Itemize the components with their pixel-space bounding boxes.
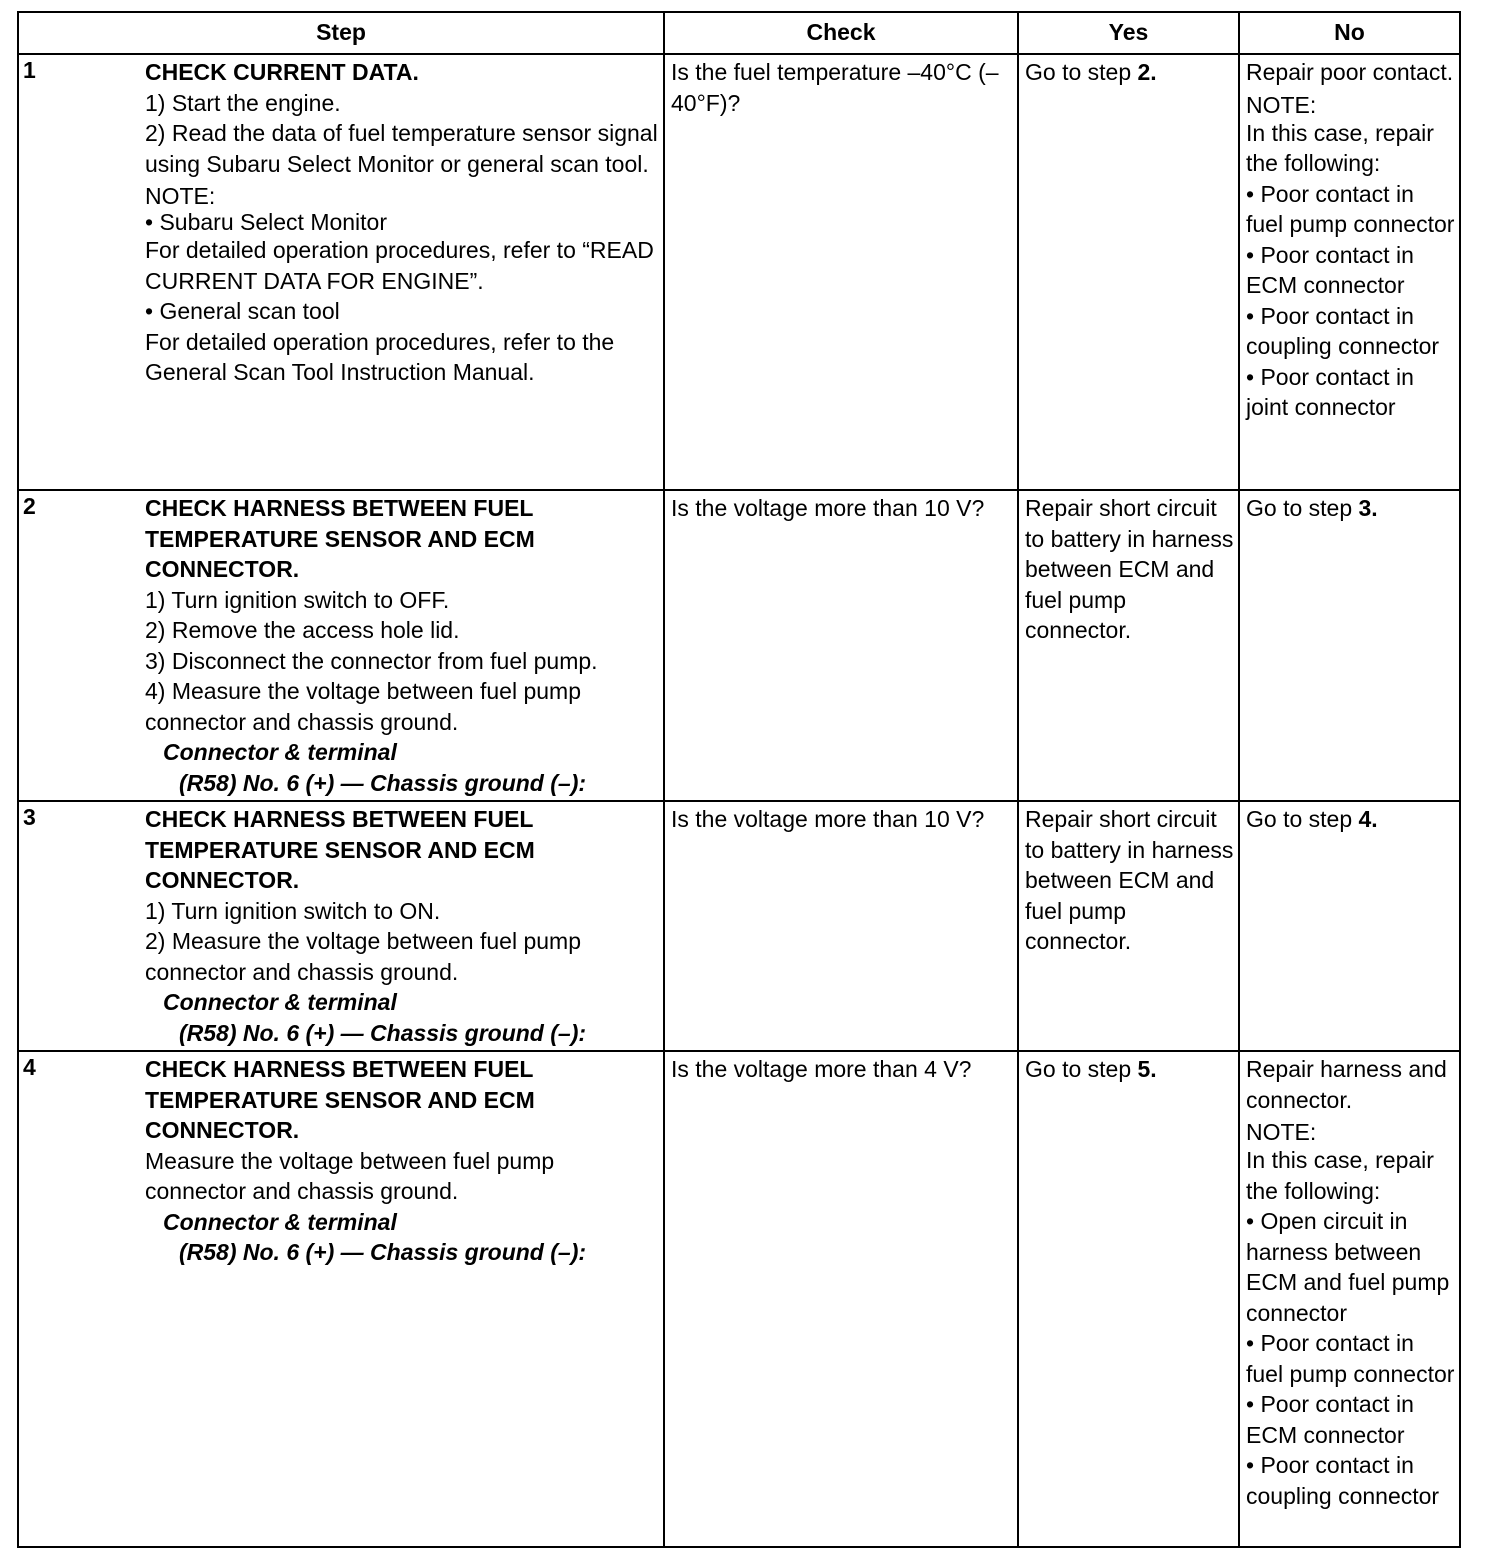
check-question: Is the voltage more than 4 V? <box>671 1056 972 1082</box>
yes-action <box>1019 55 1238 88</box>
step-instruction: 2) Measure the voltage between fuel pump connector and chassis ground. <box>145 928 581 985</box>
step-title: CHECK HARNESS BETWEEN FUEL TEMPERATURE SENSOR AND ECM CONNECTOR. <box>145 1056 535 1143</box>
table-row <box>18 801 1460 1051</box>
step-number: 1 <box>23 57 36 83</box>
no-step-ref: 3. <box>1358 495 1378 521</box>
step-number-cell <box>18 54 139 490</box>
no-note-item: • Open circuit in harness between ECM and fuel pump connector <box>1246 1208 1450 1326</box>
note-item: • General scan tool <box>145 298 340 324</box>
note-label: NOTE: <box>145 183 216 209</box>
no-note-intro: In this case, repair the following: <box>1246 1147 1434 1204</box>
step-number-cell <box>18 1051 139 1547</box>
yes-cell <box>1018 490 1239 801</box>
yes-cell <box>1018 801 1239 1051</box>
step-number-cell <box>18 490 139 801</box>
no-note-label: NOTE: <box>1246 91 1317 118</box>
step-instruction: 3) Disconnect the connector from fuel pump. <box>145 647 598 674</box>
note-item: • Subaru Select Monitor <box>145 209 388 235</box>
no-note-item: • Poor contact in ECM connector <box>1246 1391 1414 1448</box>
note-item: For detailed operation procedures, refer to the General Scan Tool Instruction Manual. <box>145 328 615 385</box>
step-instruction: Measure the voltage between fuel pump connector and chassis ground. <box>145 1147 555 1204</box>
yes-step-ref: 2. <box>1137 59 1157 85</box>
step-title: CHECK HARNESS BETWEEN FUEL TEMPERATURE SENSOR AND ECM CONNECTOR. <box>145 806 535 893</box>
check-cell <box>664 801 1018 1051</box>
no-action <box>1240 802 1459 835</box>
table-row <box>18 1051 1460 1547</box>
step-title: CHECK CURRENT DATA. <box>145 59 419 85</box>
spec-value: (R58) No. 6 (+) — Chassis ground (–): <box>179 1239 587 1265</box>
yes-prefix: Go to step <box>1025 59 1138 85</box>
no-cell <box>1239 801 1460 1051</box>
check-cell <box>664 54 1018 490</box>
no-note-item: • Poor contact in coupling connector <box>1246 302 1440 359</box>
spec-label: Connector & terminal <box>163 1208 397 1235</box>
no-prefix: Go to step <box>1246 806 1359 832</box>
step-cell <box>139 1051 664 1547</box>
no-note-label: NOTE: <box>1246 1119 1317 1145</box>
spec-label: Connector & terminal <box>163 989 397 1015</box>
no-note-item: • Poor contact in fuel pump connector <box>1246 180 1455 237</box>
step-number-cell <box>18 801 139 1051</box>
note-item: For detailed operation procedures, refer to “READ CURRENT DATA FOR ENGINE”. <box>145 237 654 294</box>
yes-cell <box>1018 1051 1239 1547</box>
spec-value: (R58) No. 6 (+) — Chassis ground (–): <box>179 769 587 796</box>
yes-prefix: Go to step <box>1025 1056 1138 1082</box>
step-instruction: 2) Remove the access hole lid. <box>145 617 460 643</box>
check-cell <box>664 1051 1018 1547</box>
step-number: 3 <box>23 804 36 830</box>
yes-cell <box>1018 54 1239 490</box>
no-cell <box>1239 490 1460 801</box>
no-action <box>1240 491 1459 524</box>
header-step: Step <box>18 12 664 54</box>
step-number: 2 <box>23 493 36 519</box>
step-instruction: 1) Start the engine. <box>145 89 341 116</box>
no-cell <box>1239 1051 1460 1547</box>
check-cell <box>664 490 1018 801</box>
yes-action: Repair short circuit to battery in harness between ECM and fuel pump connector. <box>1025 806 1234 954</box>
check-question: Is the voltage more than 10 V? <box>671 806 985 832</box>
no-action: Repair harness and connector. <box>1246 1056 1447 1113</box>
check-question: Is the fuel temperature –40°C (–40°F)? <box>671 59 999 116</box>
check-question: Is the voltage more than 10 V? <box>671 495 985 521</box>
step-instruction: 2) Read the data of fuel temperature sensor signal using Subaru Select Monitor or general scan tool. <box>145 120 658 177</box>
header-no: No <box>1239 12 1460 54</box>
yes-step-ref: 5. <box>1137 1056 1157 1082</box>
table-row <box>18 54 1460 490</box>
step-cell <box>139 801 664 1051</box>
step-cell <box>139 54 664 490</box>
step-title: CHECK HARNESS BETWEEN FUEL TEMPERATURE SENSOR AND ECM CONNECTOR. <box>145 495 535 582</box>
table-row <box>18 490 1460 801</box>
no-action: Repair poor contact. <box>1246 59 1454 85</box>
no-prefix: Go to step <box>1246 495 1359 521</box>
yes-action <box>1019 1052 1238 1085</box>
diagnostic-table <box>17 11 1461 1548</box>
no-step-ref: 4. <box>1358 806 1378 832</box>
step-instruction: 1) Turn ignition switch to ON. <box>145 897 441 924</box>
step-instruction: 1) Turn ignition switch to OFF. <box>145 586 450 613</box>
header-row <box>18 12 1460 54</box>
no-note-item: • Poor contact in coupling connector <box>1246 1452 1440 1509</box>
step-number: 4 <box>23 1054 36 1080</box>
yes-action: Repair short circuit to battery in harness between ECM and fuel pump connector. <box>1025 495 1234 643</box>
header-check: Check <box>664 12 1018 54</box>
no-cell <box>1239 54 1460 490</box>
header-yes: Yes <box>1018 12 1239 54</box>
no-note-item: • Poor contact in fuel pump connector <box>1246 1330 1455 1387</box>
no-note-item: • Poor contact in ECM connector <box>1246 241 1414 298</box>
no-note-item: • Poor contact in joint connector <box>1246 363 1414 420</box>
step-instruction: 4) Measure the voltage between fuel pump connector and chassis ground. <box>145 678 581 735</box>
spec-value: (R58) No. 6 (+) — Chassis ground (–): <box>179 1019 587 1046</box>
spec-label: Connector & terminal <box>163 739 397 765</box>
step-cell <box>139 490 664 801</box>
no-note-intro: In this case, repair the following: <box>1246 119 1434 176</box>
